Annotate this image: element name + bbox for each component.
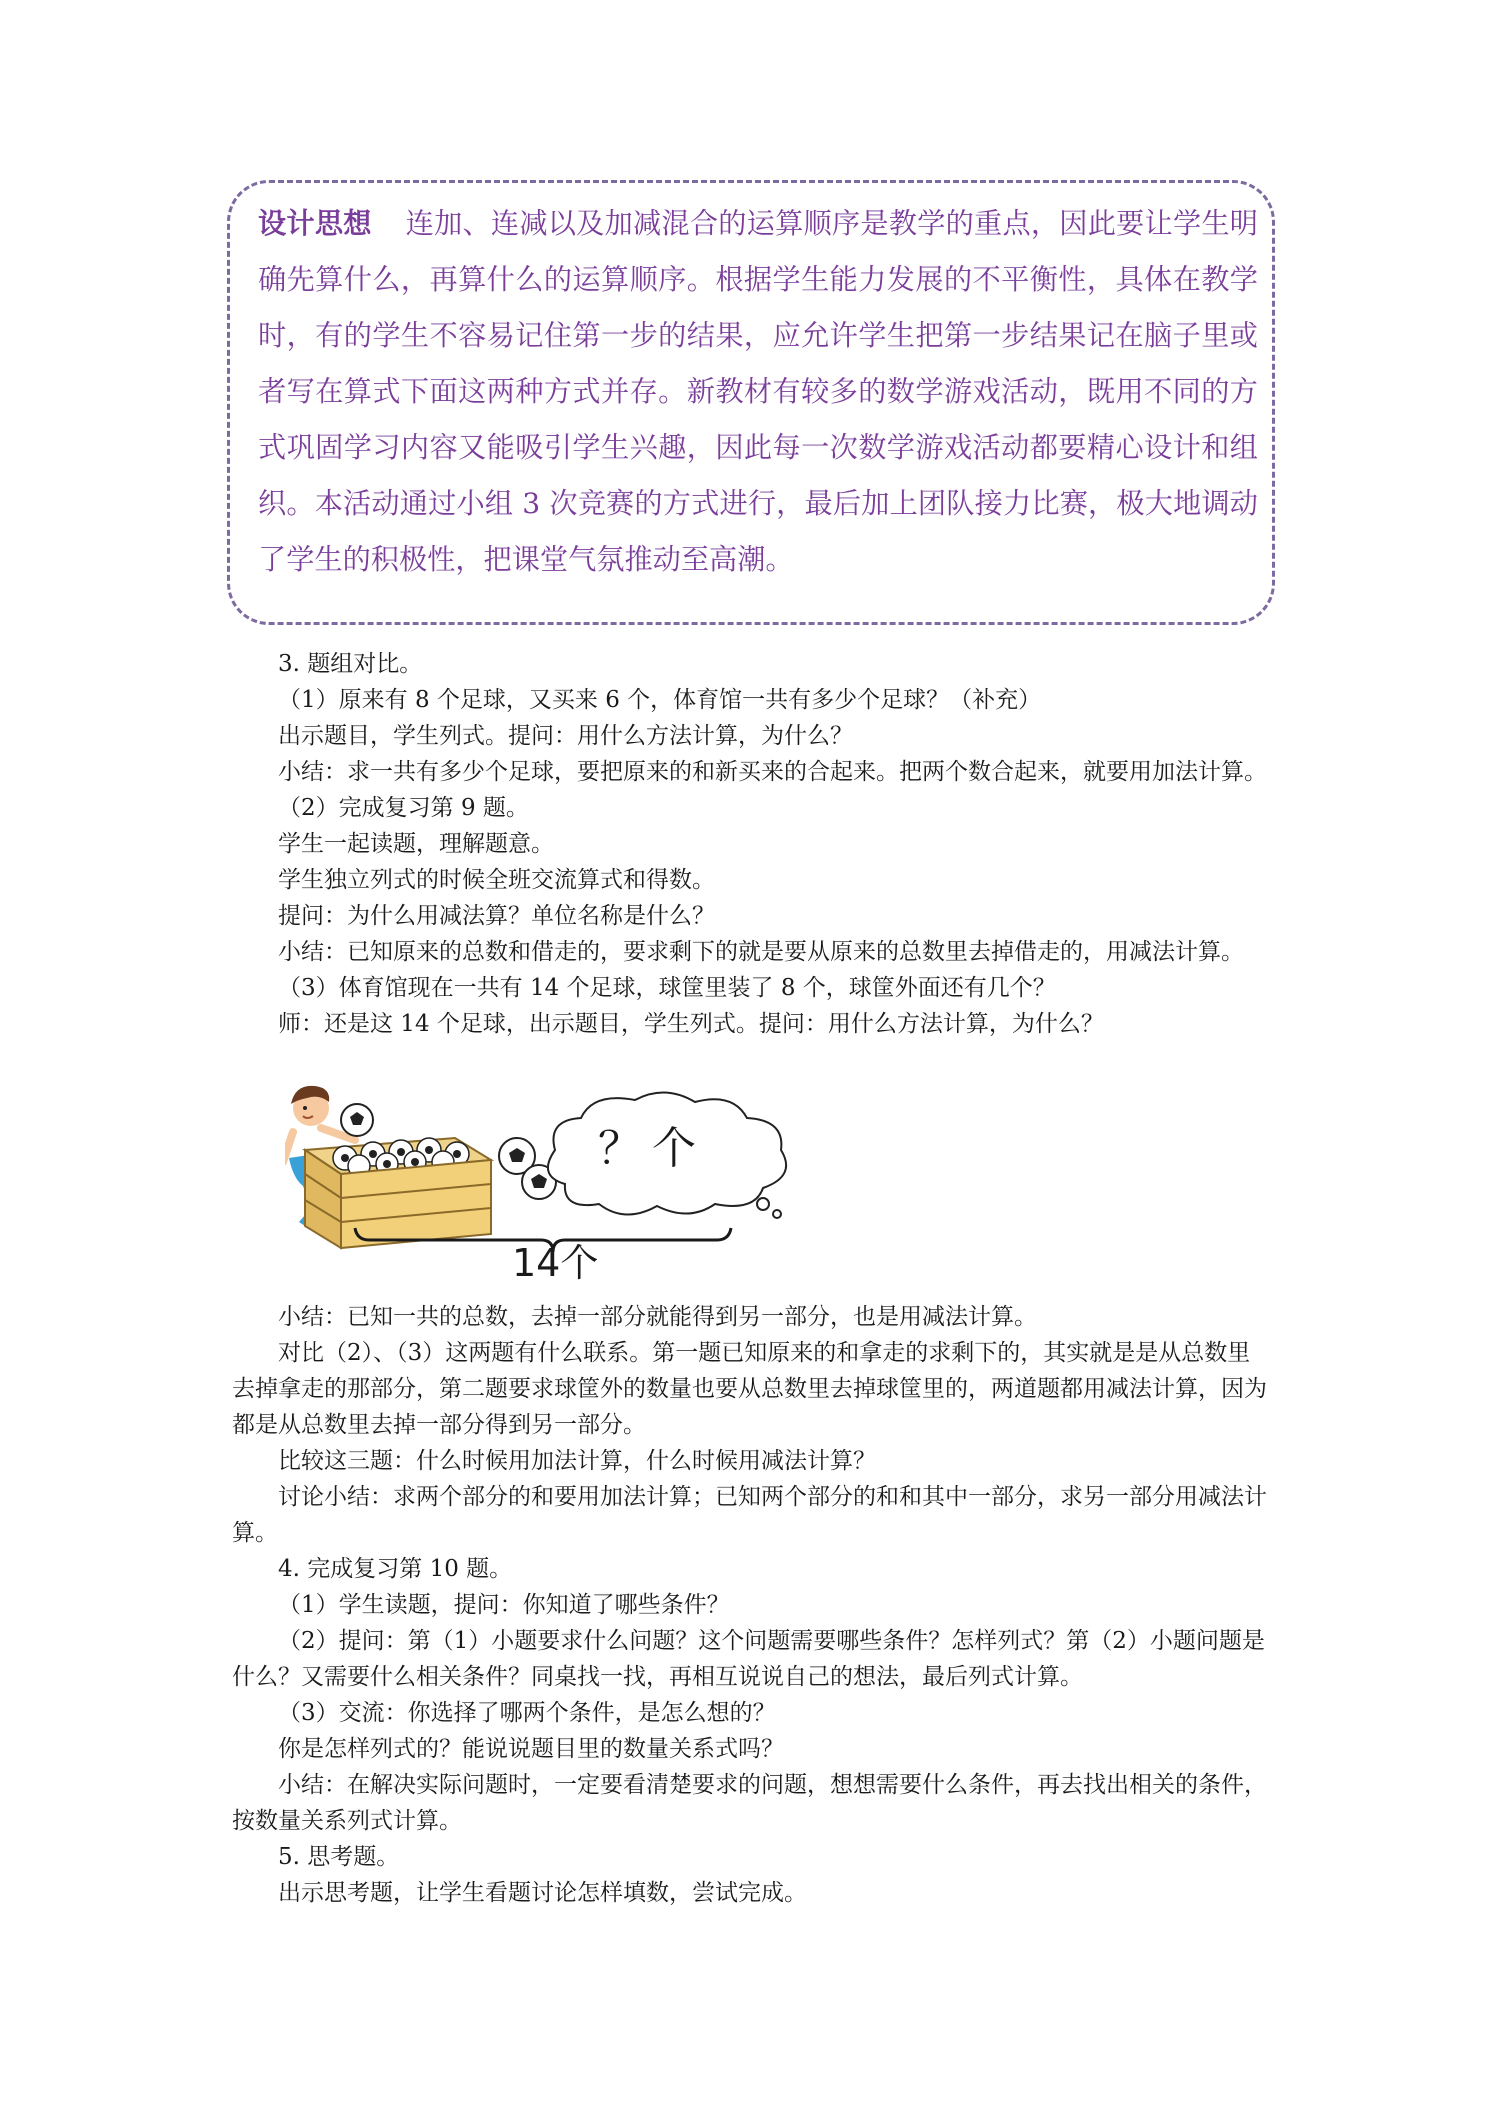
football-held-icon xyxy=(341,1104,373,1136)
paragraph: 小结：已知原来的总数和借走的，要求剩下的就是要从原来的总数里去掉借走的，用减法计算。 xyxy=(278,939,1244,965)
paragraph: 你是怎样列式的？能说说题目里的数量关系式吗？ xyxy=(278,1736,784,1762)
paragraph: （1）学生读题，提问：你知道了哪些条件？ xyxy=(278,1592,730,1618)
lesson-section-a xyxy=(232,646,1272,1042)
paragraph: 学生独立列式的时候全班交流算式和得数。 xyxy=(278,867,715,893)
paragraph: 小结：求一共有多少个足球，要把原来的和新买来的合起来。把两个数合起来，就要用加法计算。 xyxy=(278,759,1267,785)
paragraph: 4. 完成复习第 10 题。 xyxy=(278,1556,513,1582)
paragraph: 3. 题组对比。 xyxy=(278,651,423,677)
design-idea-body: 连加、连减以及加减混合的运算顺序是教学的重点，因此要让学生明确先算什么，再算什么的运算顺序。根据学生能力发展的不平衡性，具体在教学时，有的学生不容易记住第一步的结果，应允许学生把第一步结果记在脑子里或者写在算式下面这两种方式并存。新教材有较多的数学游戏活动，既用不同的方式巩固学习内容又能吸引学生兴趣，因此每一次数学游戏活动都要精心设计和组织。本活动通过小组 3 次竞赛的方式进行，最后加上团队接力比赛，极大地调动了学生的积极性，把课堂气氛推动至高潮。 xyxy=(258,207,1258,576)
paragraph: （1）原来有 8 个足球，又买来 6 个，体育馆一共有多少个足球？（补充） xyxy=(278,687,1042,713)
bubble-label: ？个 xyxy=(598,1123,706,1174)
paragraph: （3）体育馆现在一共有 14 个足球，球筐里装了 8 个，球筐外面还有几个？ xyxy=(278,975,1056,1001)
paragraph: 出示思考题，让学生看题讨论怎样填数，尝试完成。 xyxy=(278,1880,807,1906)
paragraph: 比较这三题：什么时候用加法计算，什么时候用减法计算？ xyxy=(278,1448,876,1474)
brace-label: 14个 xyxy=(512,1241,599,1285)
paragraph: （2）完成复习第 9 题。 xyxy=(278,795,529,821)
paragraph: 小结：在解决实际问题时，一定要看清楚要求的问题，想想需要什么条件，再去找出相关的条件，按数量关系列式计算。 xyxy=(232,1772,1267,1834)
wooden-crate-icon xyxy=(305,1138,491,1248)
paragraph: 小结：已知一共的总数，去掉一部分就能得到另一部分，也是用减法计算。 xyxy=(278,1304,1037,1330)
paragraph: 提问：为什么用减法算？单位名称是什么？ xyxy=(278,903,715,929)
paragraph: 出示题目，学生列式。提问：用什么方法计算，为什么？ xyxy=(278,723,853,749)
paragraph: 学生一起读题，理解题意。 xyxy=(278,831,554,857)
paragraph: 对比（2）、（3）这两题有什么联系。第一题已知原来的和拿走的求剩下的，其实就是是从总数里去掉拿走的那部分，第二题要求球筐外的数量也要从总数里去掉球筐里的，两道题都用减法计算，因为都是从总数里去掉一部分得到另一部分。 xyxy=(232,1340,1267,1438)
paragraph: 师：还是这 14 个足球，出示题目，学生列式。提问：用什么方法计算，为什么？ xyxy=(278,1011,1104,1037)
design-idea-text-block xyxy=(258,196,1258,588)
design-idea-heading: 设计思想 xyxy=(258,207,372,240)
paragraph: 5. 思考题。 xyxy=(278,1844,400,1870)
paragraph: 讨论小结：求两个部分的和要用加法计算；已知两个部分的和和其中一部分，求另一部分用减法计算。 xyxy=(232,1484,1267,1546)
lesson-section-b xyxy=(232,1299,1272,1911)
paragraph: （2）提问：第（1）小题要求什么问题？这个问题需要哪些条件？怎样列式？第（2）小题问题是什么？又需要什么相关条件？同桌找一找，再相互说说自己的想法，最后列式计算。 xyxy=(232,1628,1265,1690)
paragraph: （3）交流：你选择了哪两个条件，是怎么想的？ xyxy=(278,1700,776,1726)
